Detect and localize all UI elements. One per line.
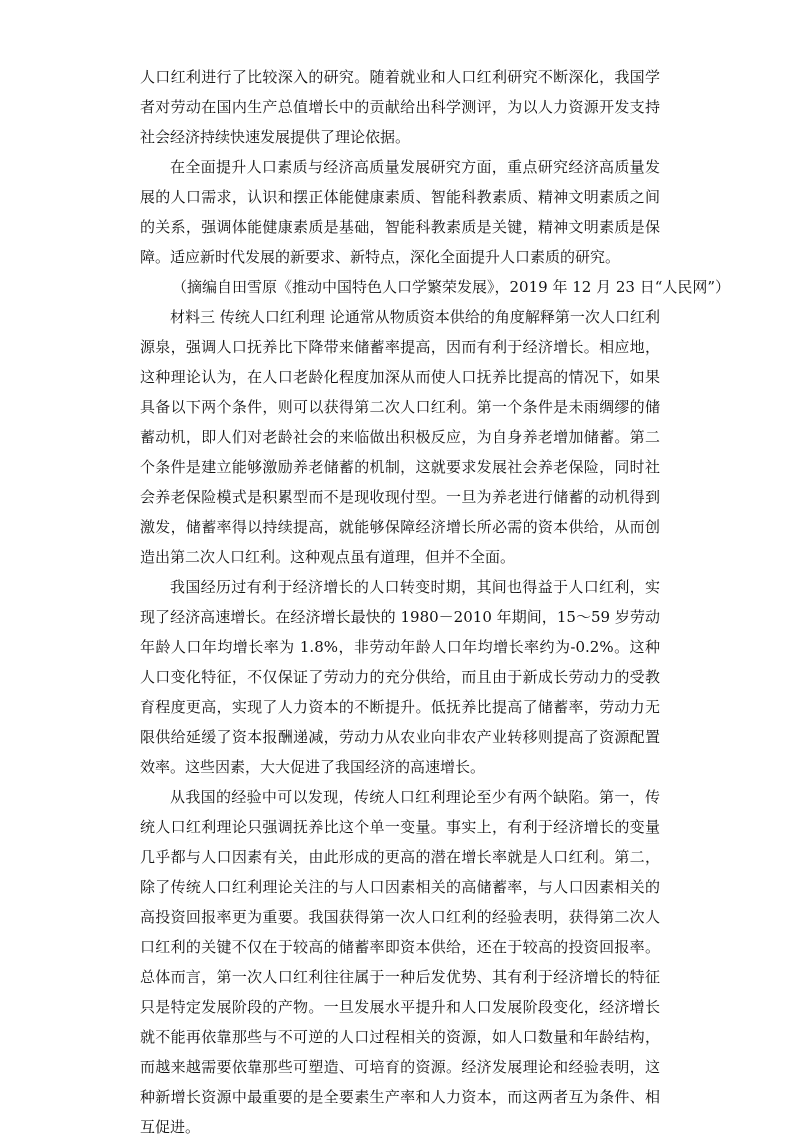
paragraph-material-3 [140,302,660,572]
paragraph-1: 人口红利进行了比较深入的研究。随着就业和人口红利研究不断深化，我国学者对劳动在国内生产总值增长中的贡献给出科学测评，为以人力资源开发支持社会经济持续快速发展提供了理论依据。 [140,68,660,146]
source-citation: （摘编自田雪原《推动中国特色人口学繁荣发展》，2019 年 12 月 23 日“人民网”） [172,278,731,296]
document-body [140,62,731,1142]
paragraph-4: 我国经历过有利于经济增长的人口转变时期，其间也得益于人口红利，实现了经济高速增长。在经济增长最快的 1980－2010 年期间，15～59 岁劳动年龄人口年均增长率为 1.8%，非劳动年龄人口年均增长率约为-0.2%。这种人口变化特征，不仅保证了劳动力的充分供给，而且由于新成长劳动力的受教育程度更高，实现了人力资本的不断提升。低抚养比提高了储蓄率，劳动力无限供给延缓了资本报酬递减，劳动力从农业向非农产业转移则提高了资源配置效率。这些因素，大大促进了我国经济的高速增长。 [140,578,660,776]
material-3-label: 材料三 [170,308,216,326]
paragraph-2: 在全面提升人口素质与经济高质量发展研究方面，重点研究经济高质量发展的人口需求，认识和摆正体能健康素质、智能科教素质、精神文明素质之间的关系，强调体能健康素质是基础，智能科教素质是关键，精神文明素质是保障。适应新时代发展的新要求、新特点，深化全面提升人口素质的研究。 [140,158,660,266]
source-citation-wrap [140,272,731,302]
material-3-text: 传统人口红利理 论通常从物质资本供给的角度解释第一次人口红利源泉，强调人口抚养比下降带来储蓄率提高，因而有利于经济增长。相应地，这种理论认为，在人口老龄化程度加深从而使人口抚养比提高的情况下，如果具备以下两个条件，则可以获得第二次人口红利。第一个条件是未雨绸缪的储蓄动机，即人们对老龄社会的来临做出积极反应，为自身养老增加储蓄。第二个条件是建立能够激励养老储蓄的机制，这就要求发展社会养老保险，同时社会养老保险模式是积累型而不是现收现付型。一旦为养老进行储蓄的动机得到激发，储蓄率得以持续提高，就能够保障经济增长所必需的资本供给，从而创造出第二次人口红利。这种观点虽有道理，但并不全面。 [140,308,660,566]
paragraph-5: 从我国的经验中可以发现，传统人口红利理论至少有两个缺陷。第一，传统人口红利理论只强调抚养比这个单一变量。事实上，有利于经济增长的变量几乎都与人口因素有关，由此形成的更高的潜在增长率就是人口红利。第二，除了传统人口红利理论关注的与人口因素相关的高储蓄率，与人口因素相关的高投资回报率更为重要。我国获得第一次人口红利的经验表明，获得第二次人口红利的关键不仅在于较高的储蓄率即资本供给，还在于较高的投资回报率。总体而言，第一次人口红利往往属于一种后发优势、其有利于经济增长的特征只是特定发展阶段的产物。一旦发展水平提升和人口发展阶段变化，经济增长就不能再依靠那些与不可逆的人口过程相关的资源，如人口数量和年龄结构，而越来越需要依靠那些可塑造、可培育的资源。经济发展理论和经验表明，这种新增长资源中最重要的是全要素生产率和人力资本，而这两者互为条件、相互促进。 [140,788,660,1136]
